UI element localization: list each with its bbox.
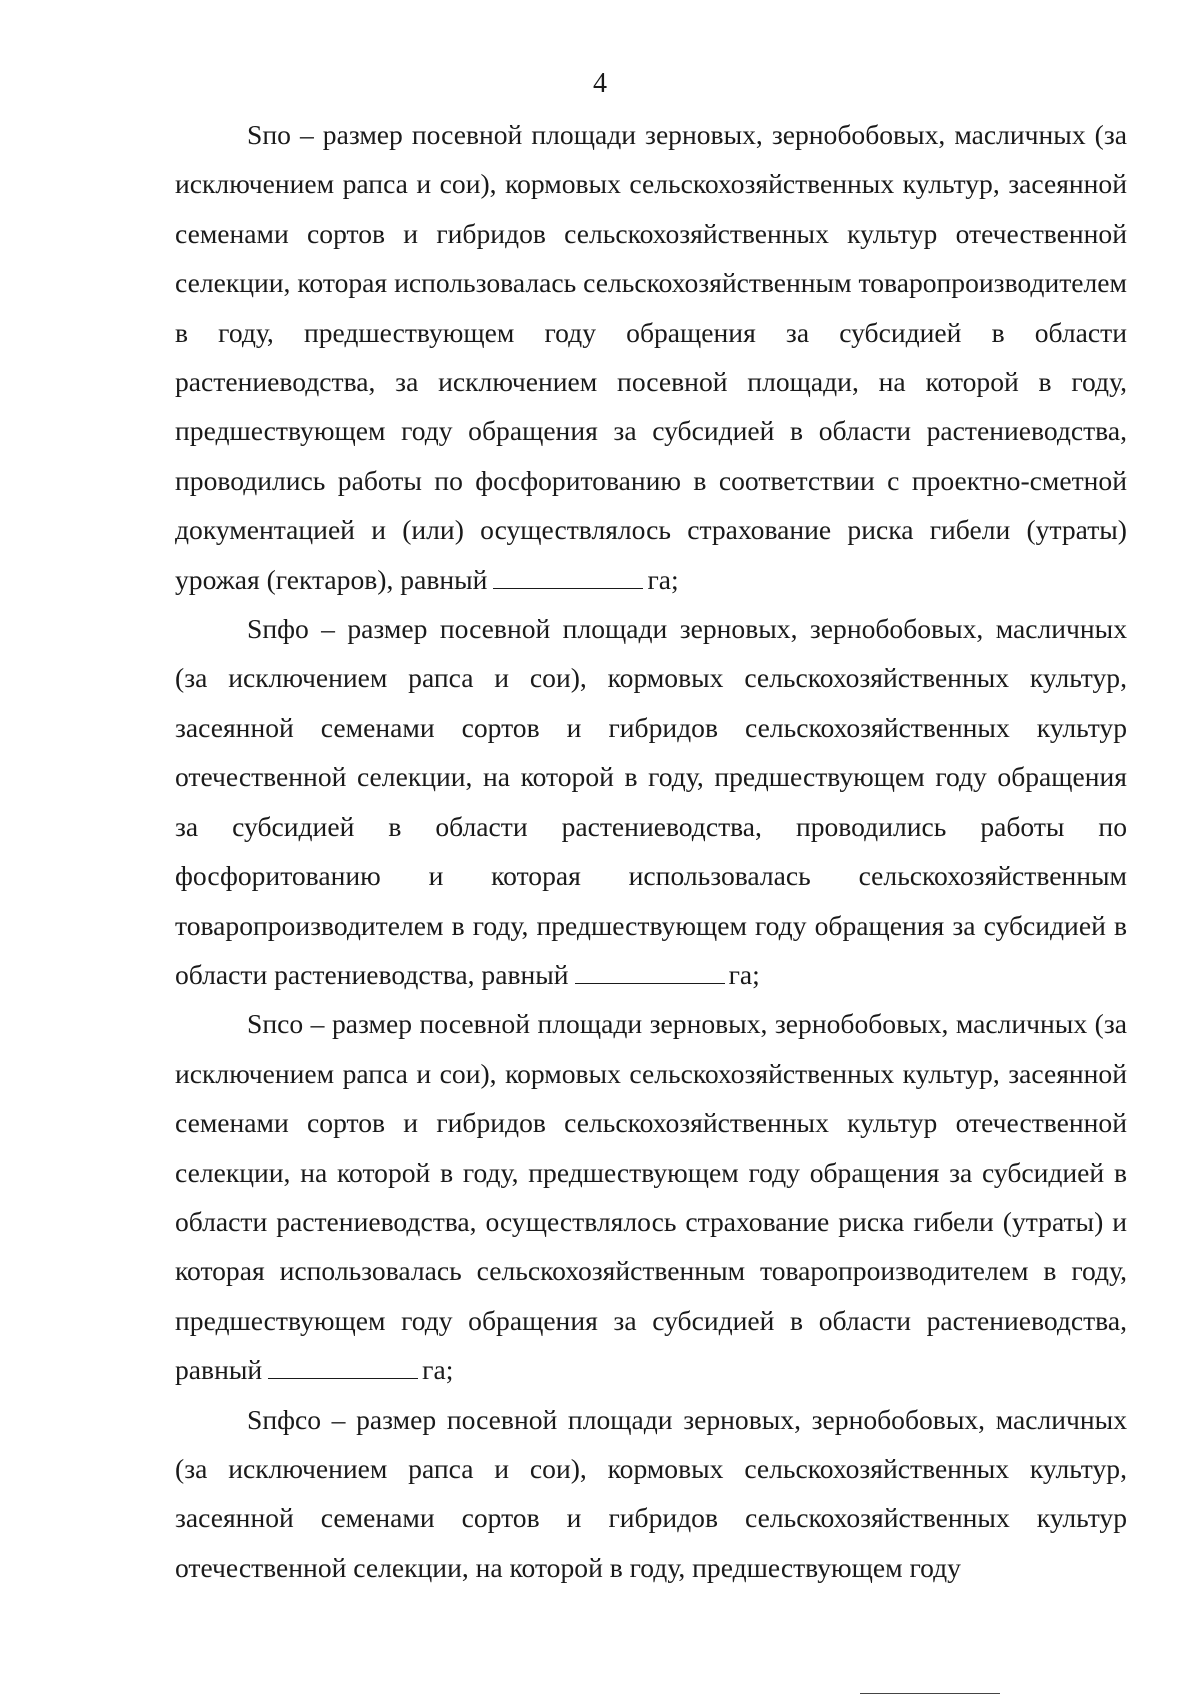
- unit-label: га;: [647, 563, 679, 595]
- paragraph-text: Sпфо – размер посевной площади зерновых, зернобобовых, масличных (за исключением рапса и сои), кормовых сельскохозяйственных культур, засеянной семенами сортов и гибридов сельскохозяйственных культур отечественной селекции, на которой в году, предшествующем году обращения за субсидией в области растениеводства, проводились работы по фосфоритованию и которая использовалась сельскохозяйственным товаропроизводителем в году, предшествующем году обращения за субсидией в области растениеводства, равный: [175, 613, 1127, 990]
- footer-divider: [860, 1693, 1000, 1695]
- fill-in-blank[interactable]: [268, 1377, 418, 1379]
- paragraph-text: Sпсо – размер посевной площади зерновых, зернобобовых, масличных (за исключением рапса и сои), кормовых сельскохозяйственных культур, засеянной семенами сортов и гибридов сельскохозяйственных культур отечественной селекции, на которой в году, предшествующем году обращения за субсидией в области растениеводства, осуществлялось страхование риска гибели (утраты) и которая использовалась сельскохозяйственным товаропроизводителем в году, предшествующем году обращения за субсидией в области растениеводства, равный: [175, 1008, 1127, 1386]
- paragraph-spo: [175, 110, 1127, 604]
- paragraph-text: Sпфсо – размер посевной площади зерновых, зернобобовых, масличных (за исключением рапса и сои), кормовых сельскохозяйственных культур, засеянной семенами сортов и гибридов сельскохозяйственных культур отечественной селекции, на которой в году, предшествующем году: [175, 1403, 1127, 1583]
- paragraph-spfso: [175, 1395, 1127, 1593]
- paragraph-spso: [175, 999, 1127, 1394]
- paragraph-spfo: [175, 604, 1127, 999]
- paragraph-text: Sпо – размер посевной площади зерновых, зернобобовых, масличных (за исключением рапса и сои), кормовых сельскохозяйственных культур, засеянной семенами сортов и гибридов сельскохозяйственных культур отечественной селекции, которая использовалась сельскохозяйственным товаропроизводителем в году, предшествующем году обращения за субсидией в области растениеводства, за исключением посевной площади, на которой в году, предшествующем году обращения за субсидией в области растениеводства, проводились работы по фосфоритованию в соответствии с проектно-сметной документацией и (или) осуществлялось страхование риска гибели (утраты) урожая (гектаров), равный: [175, 119, 1127, 595]
- unit-label: га;: [728, 958, 760, 990]
- document-body: [175, 110, 1127, 1592]
- page-number: 4: [593, 68, 607, 99]
- unit-label: га;: [422, 1354, 454, 1386]
- fill-in-blank[interactable]: [493, 587, 643, 589]
- fill-in-blank[interactable]: [575, 982, 725, 984]
